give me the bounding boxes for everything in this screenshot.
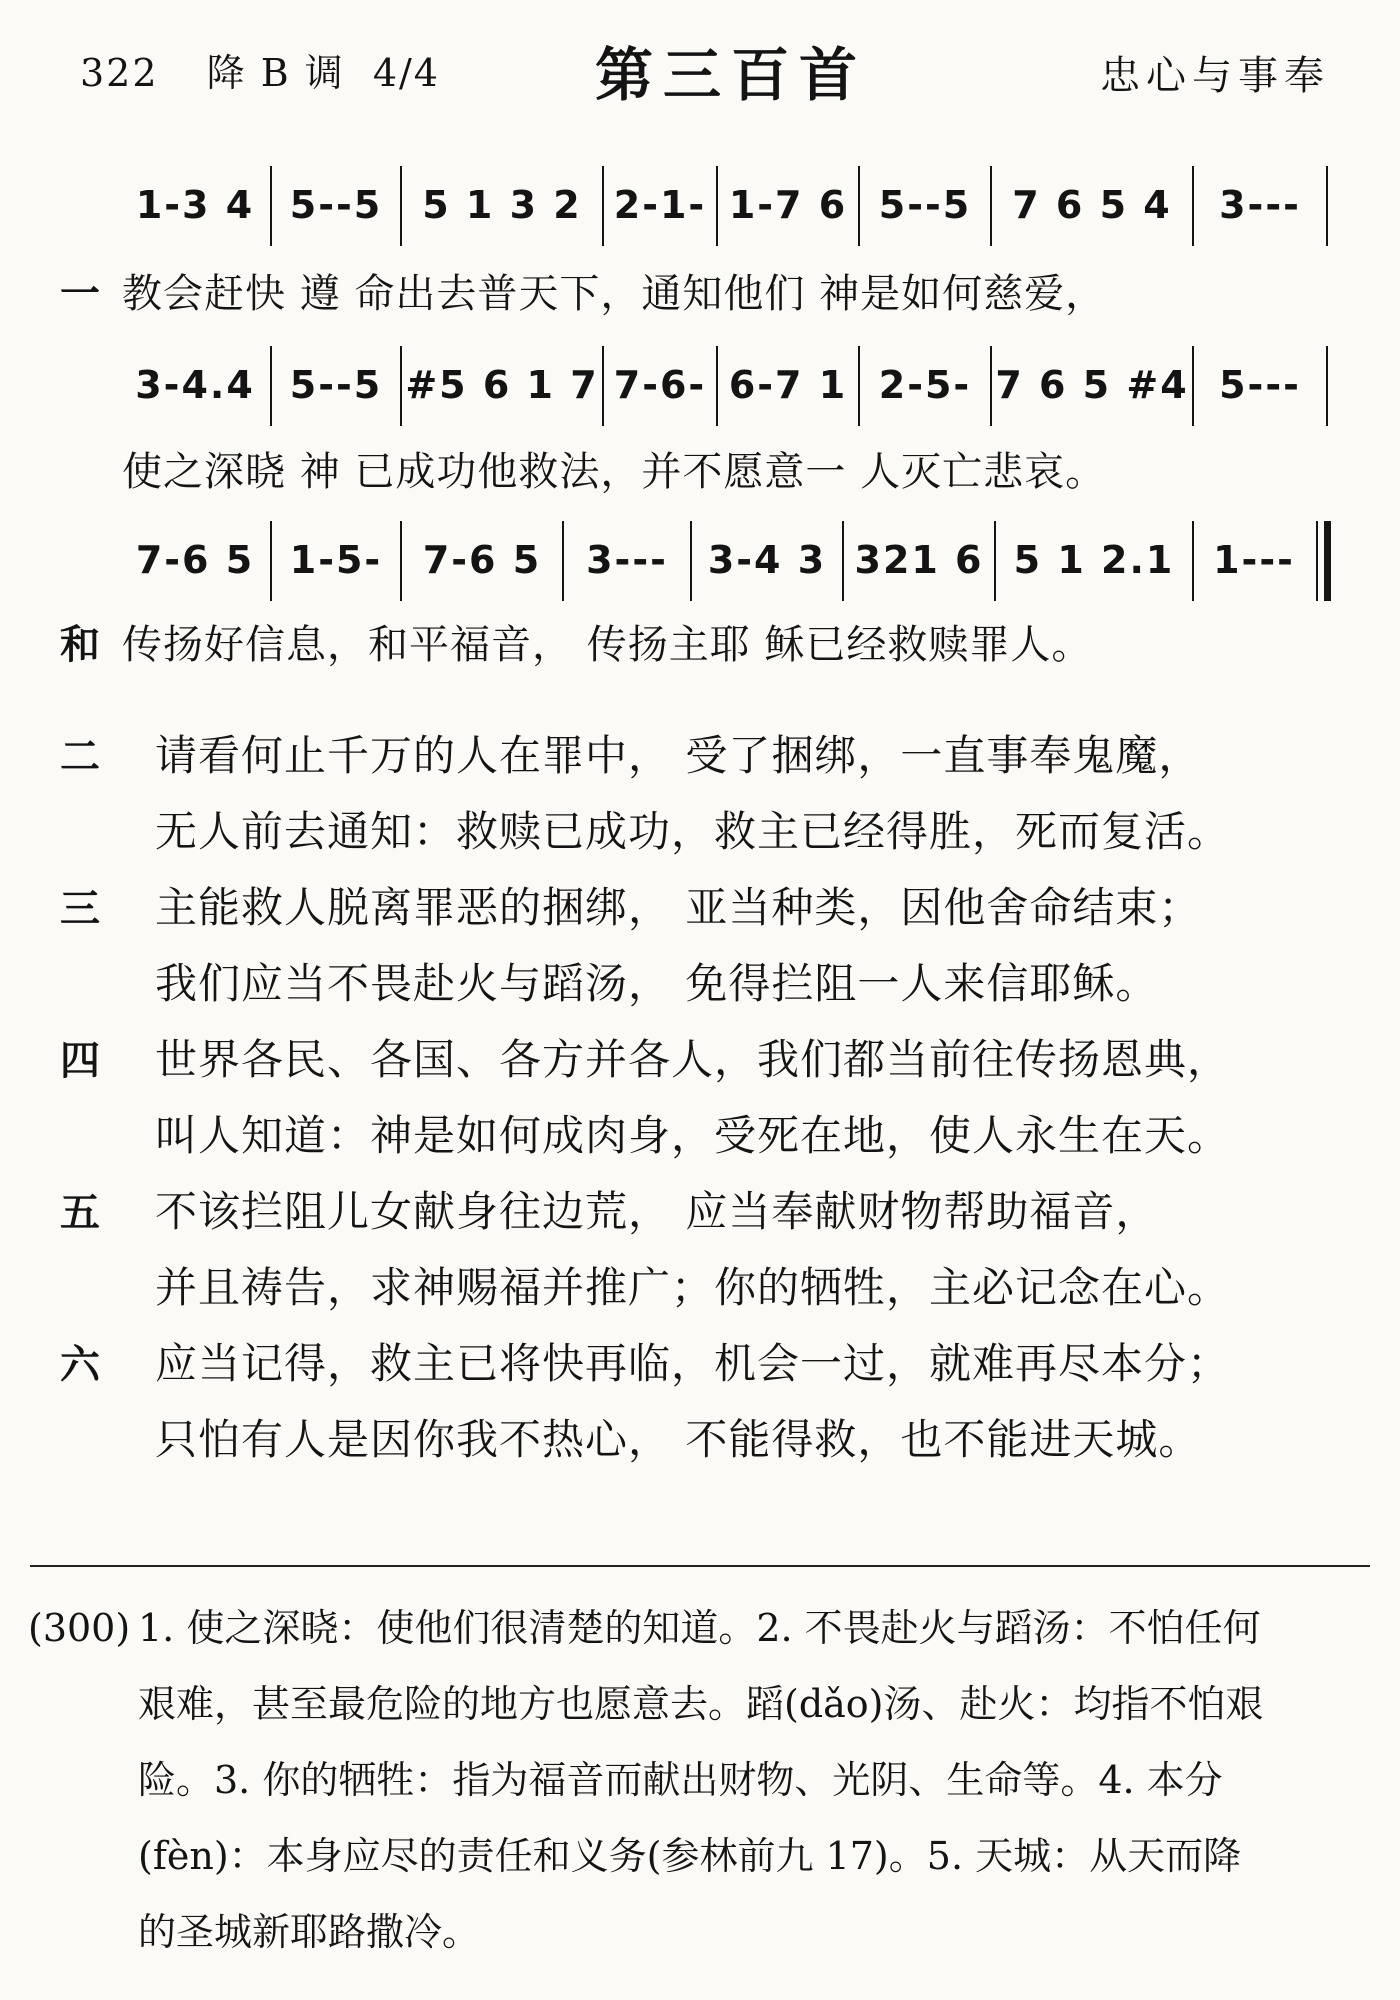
measure: 3--- [586, 538, 668, 582]
footnote-line: (fèn)：本身应尽的责任和义务(参林前九 17)。5. 天城：从天而降 [138, 1834, 1242, 1878]
notation-row-3 [120, 515, 1370, 605]
lyric-row-1 [60, 262, 1106, 318]
time-signature: 4/4 [372, 51, 440, 95]
measure: 5--5 [289, 183, 383, 227]
footnote-line: 艰难，甚至最危险的地方也愿意去。蹈(dǎo)汤、赴火：均指不怕艰 [138, 1682, 1264, 1726]
measure: 7-6- [613, 363, 707, 407]
verse-number: 五 [60, 1189, 100, 1236]
final-barline-thick [1324, 521, 1331, 601]
notation-row-1 [120, 160, 1370, 250]
verse-number: 二 [60, 733, 100, 780]
verse-label: 一 [60, 271, 101, 317]
footnote-line: 险。3. 你的牺牲：指为福音而献出财物、光阴、生命等。4. 本分 [138, 1758, 1223, 1802]
measure: 7-6 5 [422, 538, 542, 582]
tune-name: 忠心与事奉 [1100, 53, 1330, 99]
measure: 5--- [1219, 363, 1301, 407]
measure: 1-5- [289, 538, 383, 582]
verse-line [60, 1019, 1350, 1095]
footnotes [28, 1590, 1370, 1970]
footnote-ref: (300) [28, 1606, 131, 1650]
verse-line [60, 715, 1350, 791]
measure: 1--- [1213, 538, 1295, 582]
hymn-meta [80, 42, 440, 97]
verse-text: 我们应当不畏赴火与蹈汤， 免得拦阻一人来信耶稣。 [155, 959, 1159, 1008]
footnote-line: 的圣城新耶路撒冷。 [138, 1910, 481, 1954]
verse-line [60, 1399, 1350, 1475]
measure: 2-1- [613, 183, 707, 227]
verse-line [60, 1095, 1350, 1171]
measure: 1-3 4 [135, 183, 255, 227]
verse-text: 应当记得，救主已将快再临，机会一过，就难再尽本分； [155, 1339, 1231, 1388]
verse-line [60, 943, 1350, 1019]
measure: #5 6 1 7 [405, 363, 599, 407]
hymn-number: 322 [80, 51, 159, 95]
verse-line [60, 1323, 1350, 1399]
verse-text: 叫人知道：神是如何成肉身，受死在地，使人永生在天。 [155, 1111, 1231, 1160]
measure: 321 6 [854, 538, 984, 582]
measure: 7 6 5 4 [1012, 183, 1172, 227]
notation-row-2 [120, 340, 1370, 430]
measure: 3-4.4 [135, 363, 255, 407]
lyric-row-3 [60, 613, 1092, 669]
refrain-label: 和 [60, 622, 101, 668]
verse-number: 四 [60, 1037, 100, 1084]
verses [60, 715, 1350, 1475]
measure: 7 6 5 #4 [995, 363, 1189, 407]
footnote-text: 1. 使之深晓：使他们很清楚的知道。2. 不畏赴火与蹈汤：不怕任何 [138, 1606, 1261, 1650]
measure: 7-6 5 [135, 538, 255, 582]
measure: 6-7 1 [728, 363, 848, 407]
verse-line [60, 1247, 1350, 1323]
footnote-line [28, 1590, 1370, 1666]
measure: 1-7 6 [728, 183, 848, 227]
verse-text: 并且祷告，求神赐福并推广；你的牺牲，主必记念在心。 [155, 1263, 1231, 1312]
measure: 5--5 [878, 183, 972, 227]
verse-text: 不该拦阻儿女献身往边荒， 应当奉献财物帮助福音， [155, 1187, 1159, 1236]
verse-text: 无人前去通知：救赎已成功，救主已经得胜，死而复活。 [155, 807, 1231, 856]
barline [1326, 346, 1328, 426]
verse-line [60, 1171, 1350, 1247]
measure: 5 1 2.1 [1013, 538, 1175, 582]
hymn-title: 第三百首 [595, 41, 868, 109]
measure: 2-5- [878, 363, 972, 407]
lyric-text: 教会赶快 遵 命出去普天下，通知他们 神是如何慈爱， [122, 271, 1107, 317]
barline [1326, 166, 1328, 246]
verse-text: 世界各民、各国、各方并各人，我们都当前往传扬恩典， [155, 1035, 1231, 1084]
verse-line [60, 791, 1350, 867]
footnote-divider [30, 1565, 1370, 1567]
verse-line [60, 867, 1350, 943]
key-signature: 降 B 调 [206, 51, 345, 95]
lyric-text: 使之深晓 神 已成功他救法，并不愿意一 人灭亡悲哀。 [122, 449, 1107, 495]
final-barline-thin [1316, 521, 1318, 601]
measure: 3--- [1219, 183, 1301, 227]
measure: 3-4 3 [707, 538, 827, 582]
verse-number: 三 [60, 885, 100, 932]
measure: 5--5 [289, 363, 383, 407]
page-header [80, 28, 1330, 108]
lyric-text: 传扬好信息，和平福音， 传扬主耶 稣已经救赎罪人。 [122, 622, 1093, 668]
verse-text: 只怕有人是因你我不热心， 不能得救，也不能进天城。 [155, 1415, 1202, 1464]
verse-text: 请看何止千万的人在罪中， 受了捆绑，一直事奉鬼魔， [155, 731, 1202, 780]
measure: 5 1 3 2 [422, 183, 582, 227]
verse-number: 六 [60, 1341, 100, 1388]
verse-text: 主能救人脱离罪恶的捆绑， 亚当种类，因他舍命结束； [155, 883, 1202, 932]
lyric-row-2 [60, 440, 1106, 496]
